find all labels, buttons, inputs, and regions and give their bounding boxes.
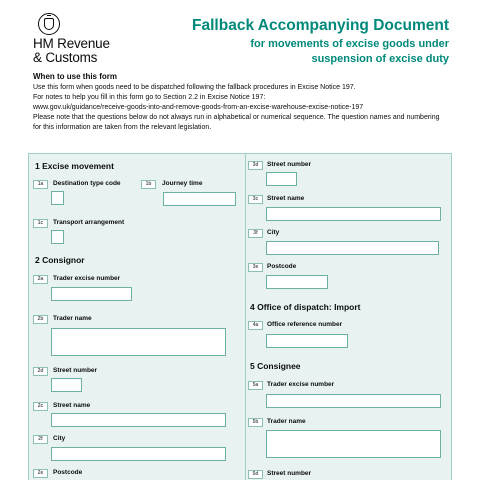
q5a-label: Trader excise number xyxy=(267,381,335,388)
q2e-number: 2e xyxy=(33,469,48,478)
q2a-number: 2a xyxy=(33,275,48,284)
consignee-trader-name-field[interactable] xyxy=(266,430,441,458)
q2a-label: Trader excise number xyxy=(53,275,121,282)
q1a-label: Destination type code xyxy=(53,180,121,187)
q3d-number: 3d xyxy=(248,161,263,170)
journey-time-field[interactable] xyxy=(163,192,236,206)
q2b-label: Trader name xyxy=(53,315,92,322)
document-subtitle: for movements of excise goods under suspension of excise duty xyxy=(250,38,449,65)
q1c-label: Transport arrangement xyxy=(53,219,125,226)
q2d-label: Street number xyxy=(53,367,98,374)
office-reference-number-field[interactable] xyxy=(266,334,348,348)
q3c-number: 3c xyxy=(248,195,263,204)
section-1-heading: 1 Excise movement xyxy=(35,161,114,171)
intro-para-1: Use this form when goods need to be dispatched following the fallback procedures in Excise Notice 197. xyxy=(33,84,356,91)
consignor-city-field[interactable] xyxy=(51,447,226,461)
q5d-number: 5d xyxy=(248,470,263,479)
q2f-number: 2f xyxy=(33,435,48,444)
q4a-label: Office reference number xyxy=(267,321,343,328)
consignor-street-name-field[interactable] xyxy=(51,413,226,427)
intro-para-2: For notes to help you fill in this form go to Section 2.2 in Excise Notice 197: xyxy=(33,94,266,102)
q3f-label: City xyxy=(267,229,280,236)
intro-para-3: Please note that the questions below do not always run in alphabetical or numerical sequence. The question names and numbering for this information are taken from the relevant legislation. xyxy=(33,114,440,131)
intro-section xyxy=(33,72,448,133)
q2e-label: Postcode xyxy=(53,469,83,476)
q1c-number: 1c xyxy=(33,219,48,228)
section-4-heading: 4 Office of dispatch: Import xyxy=(250,302,361,312)
section-2-heading: 2 Consignor xyxy=(35,255,85,265)
q2b-number: 2b xyxy=(33,315,48,324)
consignor-trader-name-field[interactable] xyxy=(51,328,226,356)
section-5-heading: 5 Consignee xyxy=(250,361,301,371)
place-city-field[interactable] xyxy=(266,241,439,255)
q5a-number: 5a xyxy=(248,381,263,390)
q1b-label: Journey time xyxy=(162,180,203,187)
consignee-trader-excise-number-field[interactable] xyxy=(266,394,441,408)
q5d-label: Street number xyxy=(267,470,312,477)
q1a-number: 1a xyxy=(33,180,48,189)
q1b-number: 1b xyxy=(141,180,156,189)
q2d-number: 2d xyxy=(33,367,48,376)
consignor-trader-excise-number-field[interactable] xyxy=(51,287,132,301)
place-postcode-field[interactable] xyxy=(266,275,328,289)
q2c-label: Street name xyxy=(53,402,91,409)
q5b-number: 5b xyxy=(248,418,263,427)
intro-link[interactable]: www.gov.uk/guidance/receive-goods-into-and-remove-goods-from-an-excise-warehouse-excise-notice-197 xyxy=(33,104,364,112)
royal-crest-icon xyxy=(38,13,60,35)
q4a-number: 4a xyxy=(248,321,263,330)
q3e-label: Postcode xyxy=(267,263,297,270)
place-street-name-field[interactable] xyxy=(266,207,441,221)
place-street-number-field[interactable] xyxy=(266,172,297,186)
q2f-label: City xyxy=(53,435,66,442)
q3c-label: Street name xyxy=(267,195,305,202)
consignor-street-number-field[interactable] xyxy=(51,378,82,392)
column-divider xyxy=(245,154,246,480)
q3e-number: 3e xyxy=(248,263,263,272)
q3d-label: Street number xyxy=(267,161,312,168)
destination-type-code-field[interactable] xyxy=(51,191,64,205)
q2c-number: 2c xyxy=(33,402,48,411)
org-name: HM Revenue & Customs xyxy=(33,36,110,65)
q3f-number: 3f xyxy=(248,229,263,238)
document-title: Fallback Accompanying Document xyxy=(192,17,449,34)
form-panel xyxy=(28,153,452,480)
intro-heading: When to use this form xyxy=(33,72,117,81)
q5b-label: Trader name xyxy=(267,418,306,425)
transport-arrangement-field[interactable] xyxy=(51,230,64,244)
